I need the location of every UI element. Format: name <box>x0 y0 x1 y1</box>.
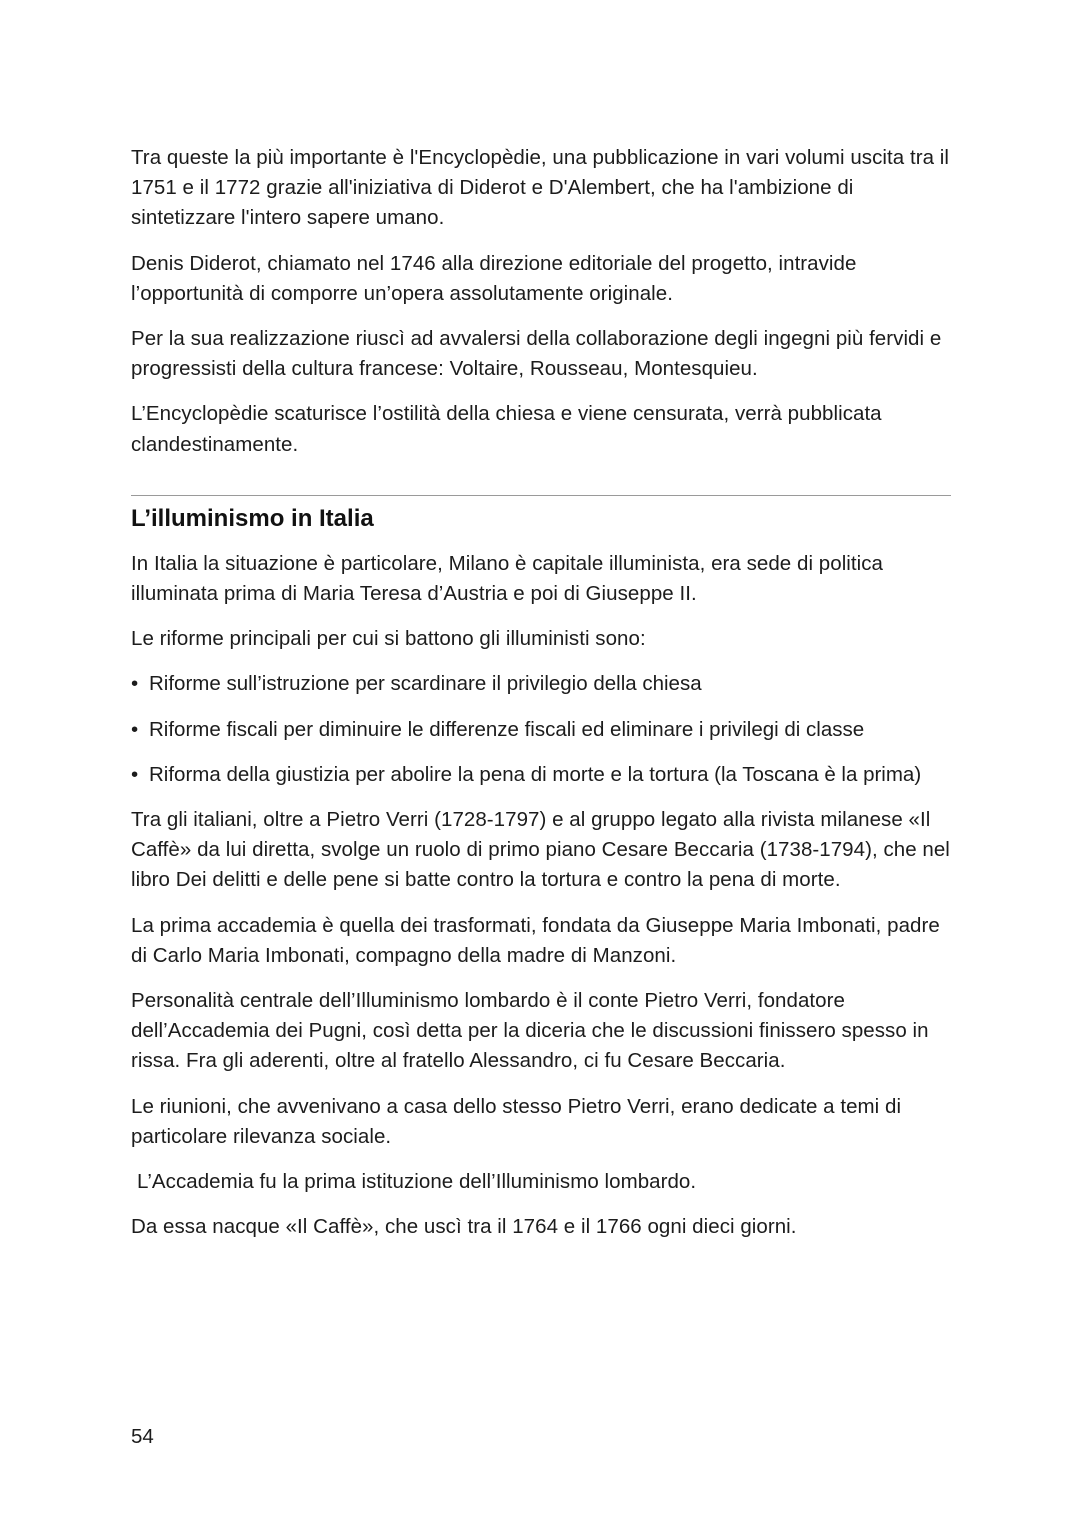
paragraph-riunioni: Le riunioni, che avvenivano a casa dello stesso Pietro Verri, erano dedicate a temi di particolare rilevanza sociale. <box>131 1094 902 1148</box>
paragraph-prima-istituzione: L’Accademia fu la prima istituzione dell’Illuminismo lombardo. <box>137 1170 697 1194</box>
paragraph-accademia-pugni: Personalità centrale dell’Illuminismo lombardo è il conte Pietro Verri, fondatore dell’Accademia dei Pugni, così detta per la diceria che le discussioni finissero spesso in rissa. Fra gli aderenti, oltre al fratello Alessandro, ci fu Cesare Beccaria. <box>131 989 929 1073</box>
paragraph-milano: In Italia la situazione è particolare, Milano è capitale illuminista, era sede di politica illuminata prima di Maria Teresa d’Austria e poi di Giuseppe II. <box>131 551 884 606</box>
paragraph-collaborators: Per la sua realizzazione riuscì ad avvalersi della collaborazione degli ingegni più fervidi e progressisti della cultura francese: Voltaire, Rousseau, Montesquieu. <box>131 327 942 381</box>
paragraph-verri-beccaria: Tra gli italiani, oltre a Pietro Verri (1728-1797) e al gruppo legato alla rivista milanese «Il Caffè» da lui diretta, svolge un ruolo di primo piano Cesare Beccaria (1738-1794), che nel libro Dei delitti e delle pene si batte contro la tortura e contro la pena di morte. <box>131 808 950 892</box>
paragraph-diderot: Denis Diderot, chiamato nel 1746 alla direzione editoriale del progetto, intravide l’opportunità di comporre un’opera assolutamente originale. <box>131 251 857 305</box>
paragraph-il-caffe: Da essa nacque «Il Caffè», che uscì tra il 1764 e il 1766 ogni dieci giorni. <box>131 1215 797 1239</box>
paragraph-trasformati: La prima accademia è quella dei trasformati, fondata da Giuseppe Maria Imbonati, padre di Carlo Maria Imbonati, compagno della madre di Manzoni. <box>131 913 940 967</box>
reforms-list <box>131 669 951 790</box>
paragraph-censorship: L’Encyclopèdie scaturisce l’ostilità della chiesa e viene censurata, verrà pubblicata clandestinamente. <box>131 402 882 456</box>
list-item <box>131 760 951 790</box>
paragraph-reforms-intro: Le riforme principali per cui si battono gli illuministi sono: <box>131 627 646 651</box>
list-item-text: Riforme fiscali per diminuire le differenze fiscali ed eliminare i privilegi di classe <box>149 717 865 741</box>
list-item-text: Riforme sull’istruzione per scardinare il privilegio della chiesa <box>149 672 702 696</box>
bullet-icon: • <box>131 717 139 741</box>
bullet-icon: • <box>131 762 139 786</box>
section-divider <box>131 495 951 496</box>
list-item <box>131 669 951 699</box>
list-item <box>131 715 951 745</box>
paragraph-encyclopedie: Tra queste la più importante è l'Encyclopèdie, una pubblicazione in vari volumi uscita tra il 1751 e il 1772 grazie all'iniziativa di Diderot e D'Alembert, che ha l'ambizione di sintetizzare l'intero sapere umano. <box>131 146 949 230</box>
page-number: 54 <box>131 1425 154 1448</box>
document-page <box>131 143 951 1257</box>
section-heading: L’illuminismo in Italia <box>131 504 374 532</box>
bullet-icon: • <box>131 672 139 696</box>
list-item-text: Riforma della giustizia per abolire la pena di morte e la tortura (la Toscana è la prima) <box>149 762 922 786</box>
